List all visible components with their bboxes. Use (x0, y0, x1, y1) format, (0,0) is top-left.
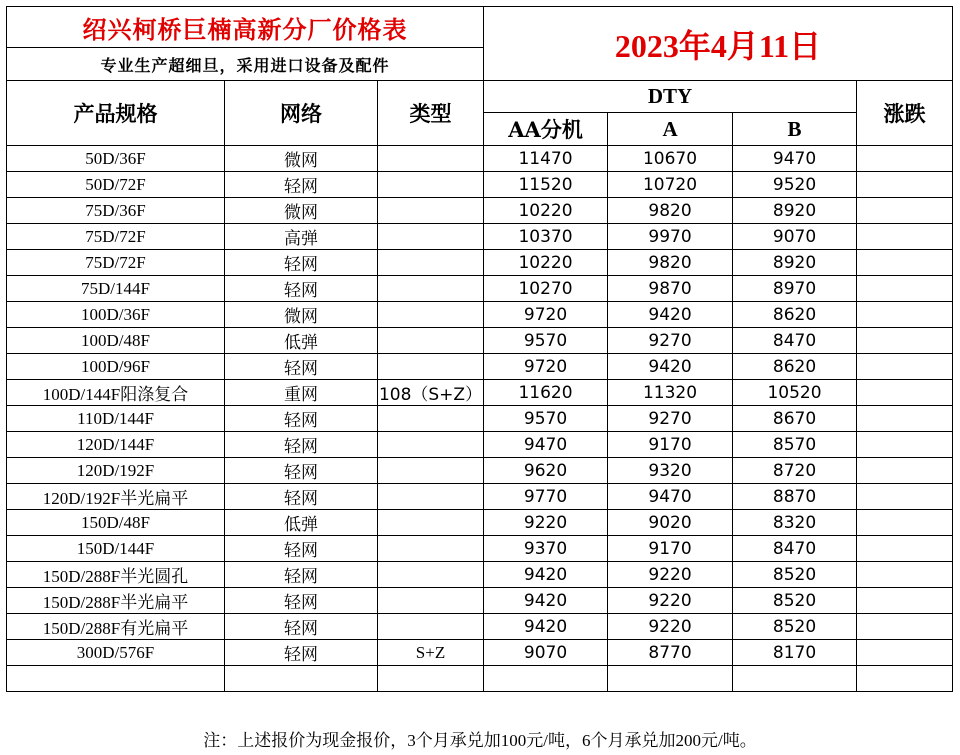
cell-spec: 75D/72F (7, 224, 225, 250)
cell-price-b: 8520 (733, 588, 857, 614)
col-header-aa: AA分机 (484, 113, 608, 146)
cell-price-b: 9470 (733, 146, 857, 172)
cell-change (857, 484, 953, 510)
empty-cell (378, 666, 484, 692)
empty-cell (7, 666, 225, 692)
cell-spec: 150D/48F (7, 510, 225, 536)
price-sheet (6, 6, 952, 692)
cell-change (857, 588, 953, 614)
price-rows (7, 146, 953, 692)
cell-network: 轻网 (225, 562, 378, 588)
cell-price-aa: 10370 (484, 224, 608, 250)
cell-price-a: 9020 (608, 510, 733, 536)
cell-change (857, 380, 953, 406)
cell-change (857, 302, 953, 328)
cell-type (378, 250, 484, 276)
table-row (7, 224, 953, 250)
cell-price-a: 9870 (608, 276, 733, 302)
cell-spec: 75D/72F (7, 250, 225, 276)
col-header-type: 类型 (378, 81, 484, 146)
table-row (7, 146, 953, 172)
cell-type (378, 562, 484, 588)
cell-change (857, 250, 953, 276)
cell-price-b: 8620 (733, 354, 857, 380)
cell-spec: 50D/36F (7, 146, 225, 172)
cell-price-b: 9070 (733, 224, 857, 250)
cell-price-a: 9320 (608, 458, 733, 484)
cell-change (857, 146, 953, 172)
cell-price-b: 8920 (733, 250, 857, 276)
cell-price-aa: 9770 (484, 484, 608, 510)
cell-change (857, 562, 953, 588)
table-row (7, 562, 953, 588)
cell-price-b: 8970 (733, 276, 857, 302)
sheet-subtitle: 专业生产超细旦，采用进口设备及配件 (7, 48, 484, 81)
table-row (7, 172, 953, 198)
cell-price-aa: 11470 (484, 146, 608, 172)
cell-price-aa: 10220 (484, 198, 608, 224)
table-row (7, 354, 953, 380)
table-row (7, 380, 953, 406)
sheet-title: 绍兴柯桥巨楠高新分厂价格表 (7, 7, 484, 48)
cell-price-aa: 9620 (484, 458, 608, 484)
col-header-network: 网络 (225, 81, 378, 146)
cell-type (378, 536, 484, 562)
col-header-a: A (608, 113, 733, 146)
cell-type (378, 172, 484, 198)
empty-cell (857, 666, 953, 692)
cell-spec: 120D/144F (7, 432, 225, 458)
cell-price-aa: 9220 (484, 510, 608, 536)
table-row (7, 276, 953, 302)
cell-price-b: 8570 (733, 432, 857, 458)
cell-spec: 75D/144F (7, 276, 225, 302)
cell-spec: 150D/288F半光扁平 (7, 588, 225, 614)
cell-network: 重网 (225, 380, 378, 406)
cell-price-a: 8770 (608, 640, 733, 666)
cell-price-aa: 9420 (484, 588, 608, 614)
cell-spec: 300D/576F (7, 640, 225, 666)
cell-network: 轻网 (225, 536, 378, 562)
table-row (7, 614, 953, 640)
cell-spec: 150D/288F有光扁平 (7, 614, 225, 640)
cell-price-a: 9270 (608, 328, 733, 354)
cell-price-a: 9970 (608, 224, 733, 250)
cell-price-b: 8720 (733, 458, 857, 484)
cell-type (378, 614, 484, 640)
cell-type (378, 224, 484, 250)
cell-type (378, 328, 484, 354)
cell-change (857, 172, 953, 198)
cell-price-aa: 9470 (484, 432, 608, 458)
cell-price-a: 9470 (608, 484, 733, 510)
footnote: 注：上述报价为现金报价，3个月承兑加100元/吨，6个月承兑加200元/吨。 (203, 731, 757, 750)
cell-price-a: 10720 (608, 172, 733, 198)
cell-type (378, 302, 484, 328)
cell-price-b: 8170 (733, 640, 857, 666)
table-row (7, 536, 953, 562)
cell-type: 108（S+Z） (378, 380, 484, 406)
empty-cell (225, 666, 378, 692)
cell-network: 微网 (225, 302, 378, 328)
cell-type (378, 484, 484, 510)
cell-spec: 120D/192F半光扁平 (7, 484, 225, 510)
cell-price-aa: 9370 (484, 536, 608, 562)
table-row (7, 458, 953, 484)
cell-price-a: 9820 (608, 198, 733, 224)
cell-price-b: 8470 (733, 328, 857, 354)
cell-spec: 100D/48F (7, 328, 225, 354)
col-header-b: B (733, 113, 857, 146)
cell-change (857, 432, 953, 458)
cell-price-a: 9420 (608, 354, 733, 380)
sheet-date: 2023年4月11日 (484, 7, 953, 81)
cell-price-aa: 10220 (484, 250, 608, 276)
col-header-change: 涨跌 (857, 81, 953, 146)
table-row (7, 406, 953, 432)
cell-network: 轻网 (225, 276, 378, 302)
cell-type (378, 406, 484, 432)
cell-change (857, 198, 953, 224)
cell-price-aa: 9420 (484, 614, 608, 640)
table-row (7, 588, 953, 614)
cell-network: 轻网 (225, 432, 378, 458)
cell-network: 轻网 (225, 640, 378, 666)
cell-price-aa: 9720 (484, 354, 608, 380)
cell-price-a: 9220 (608, 562, 733, 588)
table-row (7, 484, 953, 510)
cell-type: S+Z (378, 640, 484, 666)
price-table (6, 6, 953, 692)
cell-network: 微网 (225, 146, 378, 172)
cell-type (378, 588, 484, 614)
cell-price-a: 9220 (608, 588, 733, 614)
cell-price-b: 8870 (733, 484, 857, 510)
cell-price-aa: 11620 (484, 380, 608, 406)
cell-price-a: 11320 (608, 380, 733, 406)
cell-network: 轻网 (225, 172, 378, 198)
cell-spec: 100D/36F (7, 302, 225, 328)
table-row (7, 250, 953, 276)
cell-price-aa: 9570 (484, 328, 608, 354)
cell-price-a: 9170 (608, 536, 733, 562)
table-row (7, 510, 953, 536)
cell-price-aa: 9570 (484, 406, 608, 432)
cell-type (378, 354, 484, 380)
cell-type (378, 276, 484, 302)
empty-cell (608, 666, 733, 692)
cell-network: 轻网 (225, 484, 378, 510)
cell-change (857, 328, 953, 354)
cell-price-b: 8520 (733, 562, 857, 588)
table-row (7, 328, 953, 354)
cell-network: 低弹 (225, 510, 378, 536)
cell-type (378, 432, 484, 458)
table-row (7, 432, 953, 458)
cell-network: 低弹 (225, 328, 378, 354)
cell-spec: 110D/144F (7, 406, 225, 432)
cell-network: 轻网 (225, 250, 378, 276)
cell-price-b: 8520 (733, 614, 857, 640)
cell-network: 轻网 (225, 614, 378, 640)
empty-cell (484, 666, 608, 692)
table-row (7, 640, 953, 666)
cell-spec: 120D/192F (7, 458, 225, 484)
cell-price-a: 9420 (608, 302, 733, 328)
cell-price-b: 8320 (733, 510, 857, 536)
cell-spec: 50D/72F (7, 172, 225, 198)
cell-change (857, 276, 953, 302)
cell-price-b: 10520 (733, 380, 857, 406)
col-header-dty: DTY (484, 81, 857, 113)
cell-change (857, 458, 953, 484)
cell-change (857, 640, 953, 666)
cell-price-a: 9270 (608, 406, 733, 432)
cell-change (857, 224, 953, 250)
cell-price-a: 9220 (608, 614, 733, 640)
cell-spec: 150D/144F (7, 536, 225, 562)
cell-price-b: 8920 (733, 198, 857, 224)
cell-price-aa: 9720 (484, 302, 608, 328)
col-header-spec: 产品规格 (7, 81, 225, 146)
cell-network: 轻网 (225, 588, 378, 614)
cell-change (857, 510, 953, 536)
cell-network: 微网 (225, 198, 378, 224)
cell-price-a: 10670 (608, 146, 733, 172)
cell-network: 轻网 (225, 354, 378, 380)
cell-network: 轻网 (225, 406, 378, 432)
cell-spec: 100D/96F (7, 354, 225, 380)
cell-price-aa: 10270 (484, 276, 608, 302)
cell-change (857, 354, 953, 380)
table-row (7, 302, 953, 328)
cell-price-a: 9170 (608, 432, 733, 458)
cell-change (857, 536, 953, 562)
cell-change (857, 406, 953, 432)
cell-network: 轻网 (225, 458, 378, 484)
cell-price-a: 9820 (608, 250, 733, 276)
empty-cell (733, 666, 857, 692)
cell-price-aa: 11520 (484, 172, 608, 198)
cell-spec: 75D/36F (7, 198, 225, 224)
cell-price-aa: 9420 (484, 562, 608, 588)
empty-row (7, 666, 953, 692)
cell-spec: 100D/144F阳涤复合 (7, 380, 225, 406)
table-row (7, 198, 953, 224)
cell-price-b: 8670 (733, 406, 857, 432)
cell-change (857, 614, 953, 640)
cell-type (378, 146, 484, 172)
cell-price-aa: 9070 (484, 640, 608, 666)
cell-type (378, 510, 484, 536)
cell-price-b: 8620 (733, 302, 857, 328)
cell-spec: 150D/288F半光圆孔 (7, 562, 225, 588)
cell-price-b: 9520 (733, 172, 857, 198)
cell-type (378, 458, 484, 484)
cell-network: 高弹 (225, 224, 378, 250)
cell-type (378, 198, 484, 224)
cell-price-b: 8470 (733, 536, 857, 562)
